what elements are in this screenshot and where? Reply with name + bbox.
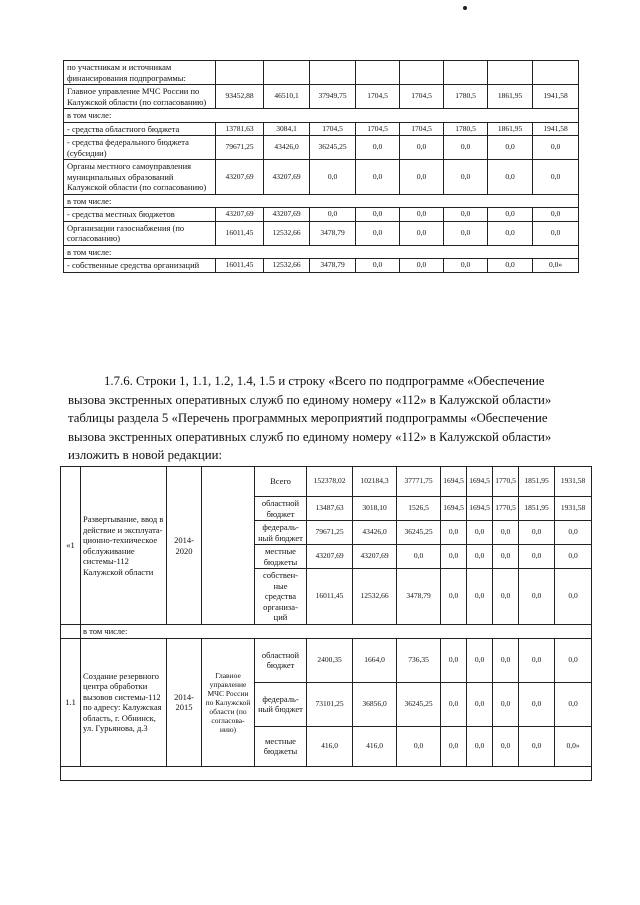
value-cell: 0,0 — [397, 545, 441, 569]
value-cell: 1941,58 — [533, 122, 579, 136]
value-cell — [216, 61, 264, 85]
table-row — [64, 245, 579, 259]
value-cell: 13781,63 — [216, 122, 264, 136]
value-cell: 43207,69 — [264, 160, 310, 195]
value-cell: 37949,75 — [310, 85, 356, 109]
value-cell: 43207,69 — [216, 208, 264, 222]
value-cell: 0,0 — [310, 208, 356, 222]
table-row — [64, 259, 579, 273]
value-cell: 2400,35 — [307, 638, 353, 682]
value-cell: 0,0 — [555, 545, 592, 569]
value-cell — [488, 61, 533, 85]
row-number: «1 — [61, 467, 81, 625]
paragraph-line: вызова экстренных оперативных служб по единому номеру «112» в Калужской области» — [68, 392, 552, 407]
value-cell — [356, 61, 400, 85]
value-cell: 1704,5 — [356, 122, 400, 136]
funding-source: федераль-ный бюджет — [255, 682, 307, 726]
value-cell: 43207,69 — [216, 160, 264, 195]
value-cell — [400, 61, 444, 85]
table-row — [64, 136, 579, 160]
value-cell: 0,0 — [519, 638, 555, 682]
value-cell: 0,0 — [310, 160, 356, 195]
value-cell: 12532,66 — [264, 221, 310, 245]
subheading-cell: в том числе: — [81, 625, 592, 639]
table-row — [64, 221, 579, 245]
value-cell: 0,0 — [444, 259, 488, 273]
value-cell: 16011,45 — [216, 221, 264, 245]
table-row — [61, 625, 592, 639]
value-cell: 0,0 — [441, 569, 467, 625]
measure-executor — [202, 467, 255, 625]
row-label: - средства областного бюджета — [64, 122, 216, 136]
measure-years: 2014-2020 — [167, 467, 202, 625]
value-cell: 0,0» — [533, 259, 579, 273]
value-cell: 1664,0 — [353, 638, 397, 682]
value-cell: 3478,79 — [310, 221, 356, 245]
value-cell: 0,0 — [519, 569, 555, 625]
paragraph-line: изложить в новой редакции: — [68, 448, 222, 462]
funding-table-top — [63, 60, 579, 273]
value-cell: 0,0 — [356, 208, 400, 222]
value-cell: 0,0 — [397, 726, 441, 766]
table-row — [64, 160, 579, 195]
value-cell: 0,0 — [493, 726, 519, 766]
value-cell: 0,0» — [555, 726, 592, 766]
value-cell: 0,0 — [441, 638, 467, 682]
value-cell: 0,0 — [467, 638, 493, 682]
value-cell: 0,0 — [555, 569, 592, 625]
value-cell: 1851,95 — [519, 467, 555, 497]
measure-name: Развертывание, ввод в действие и эксплуата-ционно-техническое обслуживание системы-112 Калужской области — [81, 467, 167, 625]
value-cell: 0,0 — [493, 638, 519, 682]
value-cell: 1861,95 — [488, 122, 533, 136]
value-cell: 1704,5 — [400, 122, 444, 136]
value-cell: 1694,5 — [441, 467, 467, 497]
value-cell — [264, 61, 310, 85]
value-cell: 152378,02 — [307, 467, 353, 497]
value-cell: 0,0 — [444, 136, 488, 160]
value-cell: 0,0 — [356, 160, 400, 195]
value-cell: 1780,5 — [444, 122, 488, 136]
measure-executor: Главное управление МЧС России по Калужской области (по согласова-нию) — [202, 638, 255, 766]
program-measures-table — [60, 466, 592, 781]
value-cell: 43426,0 — [264, 136, 310, 160]
value-cell: 0,0 — [356, 221, 400, 245]
value-cell: 1694,5 — [467, 497, 493, 521]
value-cell: 0,0 — [400, 208, 444, 222]
row-label: по участникам и источникам финансирования подпрограммы: — [64, 61, 216, 85]
value-cell: 43207,69 — [264, 208, 310, 222]
value-cell: 0,0 — [467, 682, 493, 726]
value-cell: 1704,5 — [310, 122, 356, 136]
funding-source: областной бюджет — [255, 638, 307, 682]
value-cell — [533, 61, 579, 85]
row-label: - собственные средства организаций — [64, 259, 216, 273]
value-cell: 0,0 — [467, 545, 493, 569]
value-cell: 0,0 — [400, 136, 444, 160]
value-cell — [444, 61, 488, 85]
value-cell: 0,0 — [441, 682, 467, 726]
value-cell: 416,0 — [307, 726, 353, 766]
row-number: 1.1 — [61, 638, 81, 766]
value-cell: 12532,66 — [264, 259, 310, 273]
value-cell: 0,0 — [519, 521, 555, 545]
value-cell: 0,0 — [488, 221, 533, 245]
value-cell: 93452,88 — [216, 85, 264, 109]
value-cell: 736,35 — [397, 638, 441, 682]
funding-source: федераль-ный бюджет — [255, 521, 307, 545]
value-cell: 3478,79 — [397, 569, 441, 625]
table-row — [61, 467, 592, 497]
value-cell: 1770,5 — [493, 467, 519, 497]
table-row — [61, 766, 592, 780]
value-cell: 36245,25 — [397, 682, 441, 726]
value-cell: 102184,3 — [353, 467, 397, 497]
value-cell: 36245,25 — [310, 136, 356, 160]
value-cell: 0,0 — [356, 136, 400, 160]
measure-name: Создание резервного центра обработки вызовов системы-112 по адресу: Калужская область, г. Обнинск, ул. Гурьянова, д.3 — [81, 638, 167, 766]
value-cell: 1780,5 — [444, 85, 488, 109]
value-cell: 79671,25 — [307, 521, 353, 545]
table-row — [64, 122, 579, 136]
value-cell: 416,0 — [353, 726, 397, 766]
value-cell: 1931,58 — [555, 497, 592, 521]
value-cell: 0,0 — [519, 726, 555, 766]
funding-source: местные бюджеты — [255, 726, 307, 766]
value-cell: 0,0 — [467, 569, 493, 625]
funding-source: областной бюджет — [255, 497, 307, 521]
value-cell: 3018,10 — [353, 497, 397, 521]
value-cell: 0,0 — [441, 726, 467, 766]
value-cell: 0,0 — [555, 521, 592, 545]
value-cell: 0,0 — [467, 726, 493, 766]
value-cell: 0,0 — [488, 208, 533, 222]
value-cell: 0,0 — [533, 160, 579, 195]
row-label: - средства местных бюджетов — [64, 208, 216, 222]
funding-source: собствен-ные средства организа-ций — [255, 569, 307, 625]
value-cell: 37771,75 — [397, 467, 441, 497]
paragraph-line: 1.7.6. Строки 1, 1.1, 1.2, 1.4, 1.5 и строку «Всего по подпрограмме «Обеспечение — [104, 374, 545, 388]
value-cell: 16011,45 — [216, 259, 264, 273]
value-cell: 0,0 — [444, 160, 488, 195]
measure-years: 2014-2015 — [167, 638, 202, 766]
funding-source: Всего — [255, 467, 307, 497]
value-cell: 0,0 — [519, 545, 555, 569]
value-cell: 0,0 — [400, 160, 444, 195]
value-cell: 0,0 — [488, 160, 533, 195]
value-cell: 12532,66 — [353, 569, 397, 625]
value-cell: 0,0 — [444, 221, 488, 245]
subheading-cell: в том числе: — [64, 245, 579, 259]
row-label: - средства федерального бюджета (субсидии) — [64, 136, 216, 160]
value-cell: 36856,0 — [353, 682, 397, 726]
table-row — [64, 194, 579, 208]
value-cell: 1694,5 — [467, 467, 493, 497]
value-cell: 73101,25 — [307, 682, 353, 726]
value-cell: 0,0 — [441, 521, 467, 545]
row-label: Главное управление МЧС России по Калужской области (по согласованию) — [64, 85, 216, 109]
value-cell: 1694,5 — [441, 497, 467, 521]
value-cell: 43426,0 — [353, 521, 397, 545]
value-cell: 0,0 — [467, 521, 493, 545]
value-cell: 0,0 — [488, 259, 533, 273]
value-cell: 1526,5 — [397, 497, 441, 521]
table-row — [64, 109, 579, 123]
funding-source: местные бюджеты — [255, 545, 307, 569]
value-cell: 0,0 — [533, 221, 579, 245]
value-cell: 0,0 — [493, 521, 519, 545]
value-cell: 0,0 — [493, 682, 519, 726]
row-label: Органы местного самоуправления муниципальных образований Калужской области (по согласованию) — [64, 160, 216, 195]
value-cell — [310, 61, 356, 85]
value-cell: 1704,5 — [356, 85, 400, 109]
value-cell: 16011,45 — [307, 569, 353, 625]
value-cell: 1861,95 — [488, 85, 533, 109]
table-row — [64, 85, 579, 109]
value-cell: 13487,63 — [307, 497, 353, 521]
paragraph-line: вызова экстренных оперативных служб по единому номеру «112» в Калужской области» — [68, 429, 552, 444]
value-cell: 0,0 — [400, 259, 444, 273]
value-cell: 1704,5 — [400, 85, 444, 109]
value-cell: 1851,95 — [519, 497, 555, 521]
value-cell: 36245,25 — [397, 521, 441, 545]
empty-cell — [61, 625, 81, 639]
subheading-cell: в том числе: — [64, 109, 579, 123]
value-cell: 0,0 — [555, 638, 592, 682]
value-cell: 0,0 — [493, 569, 519, 625]
table-row — [61, 638, 592, 682]
value-cell: 0,0 — [533, 136, 579, 160]
amendment-paragraph — [68, 372, 588, 465]
value-cell: 0,0 — [519, 682, 555, 726]
value-cell: 0,0 — [533, 208, 579, 222]
value-cell: 1770,5 — [493, 497, 519, 521]
value-cell: 0,0 — [356, 259, 400, 273]
value-cell: 0,0 — [400, 221, 444, 245]
value-cell: 43207,69 — [353, 545, 397, 569]
value-cell: 0,0 — [555, 682, 592, 726]
value-cell: 0,0 — [444, 208, 488, 222]
empty-row — [61, 766, 592, 780]
value-cell: 0,0 — [441, 545, 467, 569]
value-cell: 3084,1 — [264, 122, 310, 136]
value-cell: 1931,58 — [555, 467, 592, 497]
value-cell: 79671,25 — [216, 136, 264, 160]
scan-speck — [463, 6, 467, 10]
row-label: Организации газоснабжения (по согласованию) — [64, 221, 216, 245]
subheading-cell: в том числе: — [64, 194, 579, 208]
value-cell: 3478,79 — [310, 259, 356, 273]
paragraph-line: таблицы раздела 5 «Перечень программных мероприятий подпрограммы «Обеспечение — [68, 411, 548, 425]
table-row — [64, 61, 579, 85]
table-row — [64, 208, 579, 222]
value-cell: 1941,58 — [533, 85, 579, 109]
value-cell: 43207,69 — [307, 545, 353, 569]
value-cell: 0,0 — [493, 545, 519, 569]
value-cell: 46510,1 — [264, 85, 310, 109]
value-cell: 0,0 — [488, 136, 533, 160]
